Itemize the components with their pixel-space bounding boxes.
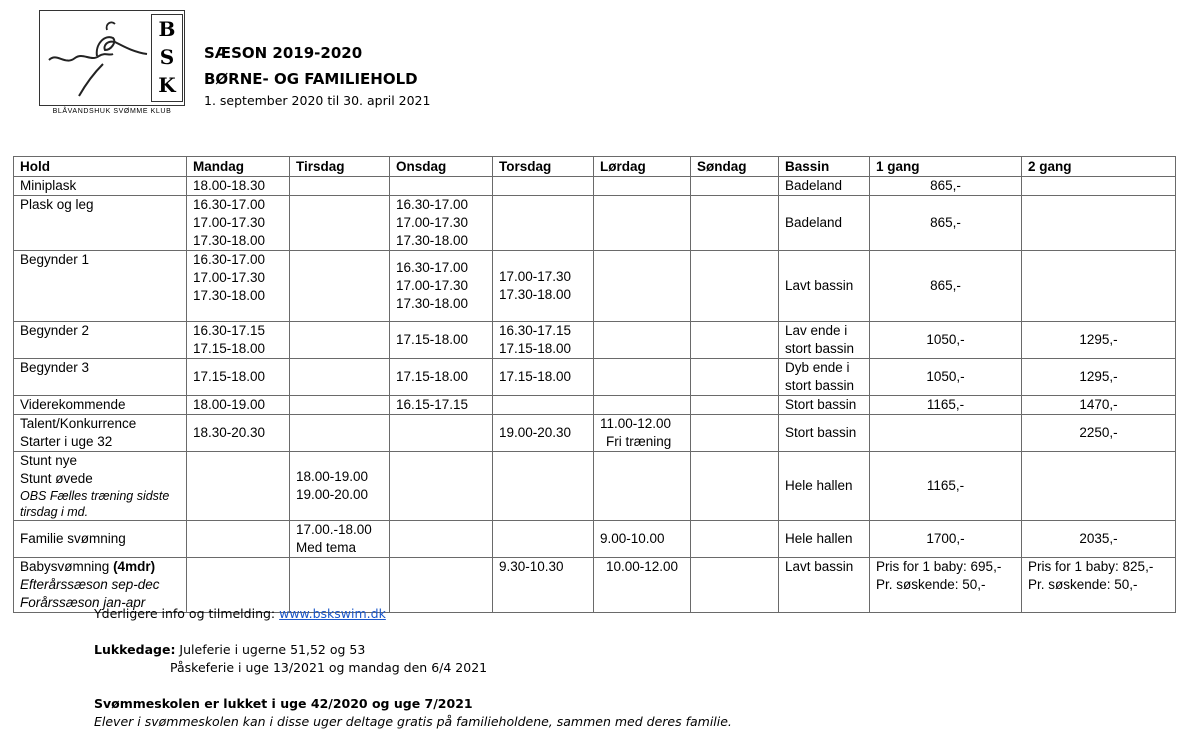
- cell-text: 16.30-17.00: [396, 197, 469, 212]
- cell-text: 17.15-18.00: [193, 369, 266, 384]
- cell-text: 11.00-12.00: [600, 416, 672, 431]
- cell-text: 17.30-18.00: [193, 233, 266, 248]
- cell-onsdag: [390, 177, 493, 196]
- cell-hold: [14, 415, 187, 452]
- closed-weeks: Svømmeskolen er lukket i uge 42/2020 og uge 7/2021: [94, 696, 473, 711]
- cell-gang1: [870, 196, 1022, 251]
- header-mandag: Mandag: [187, 157, 290, 177]
- cell-tirsdag: [290, 196, 390, 251]
- cell-text: 1050,-: [926, 332, 965, 347]
- cell-text: 1700,-: [926, 531, 965, 546]
- schedule-table: [13, 156, 1176, 613]
- cell-text: 2250,-: [1079, 425, 1118, 440]
- header-2-gang: 2 gang: [1022, 157, 1176, 177]
- cell-text: 16.30-17.00: [396, 260, 469, 275]
- cell-bassin: [779, 196, 870, 251]
- cell-tirsdag: [290, 322, 390, 359]
- cell-torsdag: [493, 359, 594, 396]
- table-row: [14, 359, 1176, 396]
- header-sondag: Søndag: [691, 157, 779, 177]
- cell-torsdag: [493, 415, 594, 452]
- cell-sondag: [691, 177, 779, 196]
- cell-text: Starter i uge 32: [20, 434, 113, 449]
- table-row: [14, 177, 1176, 196]
- swimmer-logo-icon: [43, 16, 153, 104]
- cell-text: 16.30-17.15: [499, 323, 572, 338]
- closed-days-line: [94, 641, 732, 659]
- header-torsdag: Torsdag: [493, 157, 594, 177]
- cell-text: Efterårssæson sep-dec: [20, 577, 160, 592]
- cell-lordag: [594, 251, 691, 322]
- header-tirsdag: Tirsdag: [290, 157, 390, 177]
- cell-text: 18.30-20.30: [193, 425, 266, 440]
- info-label: Yderligere info og tilmelding:: [94, 606, 280, 621]
- footer-info: [94, 605, 732, 731]
- logo-letters: [151, 14, 183, 102]
- cell-text: 19.00-20.30: [499, 425, 572, 440]
- cell-tirsdag: [290, 359, 390, 396]
- cell-mandag: [187, 452, 290, 521]
- table-row: [14, 251, 1176, 322]
- cell-tirsdag: [290, 251, 390, 322]
- cell-mandag: [187, 251, 290, 322]
- season-title: SÆSON 2019-2020: [204, 44, 363, 62]
- cell-gang2: [1022, 251, 1176, 322]
- cell-text: 865,-: [930, 215, 961, 230]
- cell-text: 17.00.-18.00: [296, 522, 372, 537]
- cell-gang2: [1022, 359, 1176, 396]
- cell-text: 1165,-: [926, 397, 965, 412]
- cell-mandag: [187, 521, 290, 558]
- header-bassin: Bassin: [779, 157, 870, 177]
- table-row: [14, 322, 1176, 359]
- cell-text: Hele hallen: [785, 478, 853, 493]
- cell-torsdag: [493, 396, 594, 415]
- cell-hold: [14, 396, 187, 415]
- hold-name: Babysvømning: [20, 559, 110, 574]
- cell-text: 17.15-18.00: [396, 369, 469, 384]
- cell-tirsdag: [290, 415, 390, 452]
- logo-caption: BLÅVANDSHUK SVØMME KLUB: [52, 108, 172, 115]
- cell-gang2: [1022, 196, 1176, 251]
- cell-onsdag: [390, 196, 493, 251]
- cell-gang1: [870, 177, 1022, 196]
- cell-text: Begynder 3: [20, 360, 90, 375]
- cell-bassin: [779, 415, 870, 452]
- cell-mandag: [187, 177, 290, 196]
- cell-torsdag: [493, 196, 594, 251]
- cell-lordag: [594, 452, 691, 521]
- cell-onsdag: [390, 415, 493, 452]
- cell-text: [20, 558, 180, 576]
- cell-text: Talent/Konkurrence: [20, 416, 137, 431]
- cell-hold: [14, 251, 187, 322]
- cell-gang2: [1022, 452, 1176, 521]
- cell-text: stort bassin: [785, 341, 855, 356]
- header-hold: Hold: [14, 157, 187, 177]
- cell-sondag: [691, 452, 779, 521]
- cell-text: Forårssæson jan-apr: [20, 595, 146, 610]
- club-logo: [39, 10, 185, 122]
- cell-text: Med tema: [296, 540, 357, 555]
- closed-easter: Påskeferie i uge 13/2021 og mandag den 6/4 2021: [170, 660, 488, 675]
- logo-letter-b: B: [158, 17, 176, 41]
- cell-gang2: [1022, 521, 1176, 558]
- cell-torsdag: [493, 521, 594, 558]
- cell-text: Miniplask: [20, 178, 77, 193]
- cell-text: Plask og leg: [20, 197, 94, 212]
- cell-gang2: [1022, 177, 1176, 196]
- cell-torsdag: [493, 177, 594, 196]
- cell-torsdag: [493, 251, 594, 322]
- cell-bassin: [779, 452, 870, 521]
- cell-sondag: [691, 359, 779, 396]
- closed-christmas: Juleferie i ugerne 51,52 og 53: [175, 642, 366, 657]
- cell-bassin: [779, 359, 870, 396]
- cell-hold: [14, 196, 187, 251]
- cell-text: 10.00-12.00: [606, 559, 679, 574]
- cell-tirsdag: [290, 452, 390, 521]
- cell-lordag: [594, 177, 691, 196]
- cell-text: 1295,-: [1079, 332, 1118, 347]
- cell-sondag: [691, 415, 779, 452]
- cell-sondag: [691, 396, 779, 415]
- cell-lordag: [594, 521, 691, 558]
- cell-mandag: [187, 396, 290, 415]
- document-heading: [204, 40, 430, 110]
- cell-text: 16.30-17.00: [193, 252, 266, 267]
- cell-gang1: [870, 251, 1022, 322]
- cell-hold: [14, 452, 187, 521]
- cell-gang2: [1022, 396, 1176, 415]
- cell-lordag: [594, 415, 691, 452]
- cell-text: 865,-: [930, 278, 961, 293]
- cell-text: 9.30-10.30: [499, 559, 564, 574]
- hold-age: (4mdr): [113, 559, 156, 574]
- cell-hold: [14, 359, 187, 396]
- cell-bassin: [779, 396, 870, 415]
- cell-lordag: [594, 359, 691, 396]
- info-line: [94, 605, 732, 623]
- cell-text: 17.15-18.00: [193, 341, 266, 356]
- cell-text: Badeland: [785, 215, 843, 230]
- cell-gang2: [1022, 322, 1176, 359]
- cell-text: Hele hallen: [785, 531, 853, 546]
- cell-text: Dyb ende i: [785, 360, 850, 375]
- cell-onsdag: [390, 322, 493, 359]
- cell-text: 17.00-17.30: [396, 278, 469, 293]
- cell-text: 17.30-18.00: [396, 296, 469, 311]
- cell-text: 17.00-17.30: [193, 270, 266, 285]
- cell-text: Lavt bassin: [785, 559, 854, 574]
- cell-tirsdag: [290, 521, 390, 558]
- program-title: BØRNE- OG FAMILIEHOLD: [204, 70, 418, 88]
- cell-hold: [14, 177, 187, 196]
- table-row: [14, 452, 1176, 521]
- cell-text: 18.00-19.00: [296, 469, 369, 484]
- cell-text: Stort bassin: [785, 425, 857, 440]
- cell-text: Begynder 2: [20, 323, 90, 338]
- cell-text: Pris for 1 baby: 825,-: [1028, 559, 1154, 574]
- cell-text: 18.00-18.30: [193, 178, 266, 193]
- cell-text: Stunt nye: [20, 453, 78, 468]
- cell-gang1: [870, 396, 1022, 415]
- table-row: [14, 396, 1176, 415]
- cell-text: stort bassin: [785, 378, 855, 393]
- table-row: [14, 521, 1176, 558]
- cell-lordag: [594, 196, 691, 251]
- cell-bassin: [779, 322, 870, 359]
- cell-text: 19.00-20.00: [296, 487, 369, 502]
- cell-text: 865,-: [930, 178, 961, 193]
- season-dates: 1. september 2020 til 30. april 2021: [204, 93, 431, 108]
- cell-gang1: [870, 558, 1022, 613]
- table-row: [14, 196, 1176, 251]
- cell-text: 2035,-: [1079, 531, 1118, 546]
- cell-text: Fri træning: [606, 434, 672, 449]
- closed-label: Lukkedage:: [94, 642, 176, 657]
- cell-torsdag: [493, 452, 594, 521]
- cell-hold: [14, 322, 187, 359]
- cell-bassin: [779, 177, 870, 196]
- cell-sondag: [691, 251, 779, 322]
- cell-text: 16.15-17.15: [396, 397, 469, 412]
- cell-onsdag: [390, 359, 493, 396]
- website-link[interactable]: www.bskswim.dk: [279, 606, 386, 621]
- cell-gang1: [870, 521, 1022, 558]
- cell-bassin: [779, 558, 870, 613]
- cell-mandag: [187, 415, 290, 452]
- logo-letter-s: S: [159, 45, 175, 69]
- cell-gang1: [870, 415, 1022, 452]
- cell-mandag: [187, 359, 290, 396]
- header-onsdag: Onsdag: [390, 157, 493, 177]
- cell-mandag: [187, 322, 290, 359]
- cell-text: 9.00-10.00: [600, 531, 665, 546]
- cell-lordag: [594, 396, 691, 415]
- cell-gang2: [1022, 558, 1176, 613]
- cell-text: 17.30-18.00: [193, 288, 266, 303]
- cell-gang1: [870, 359, 1022, 396]
- cell-text: 1165,-: [926, 478, 965, 493]
- cell-hold: [14, 521, 187, 558]
- cell-text: 17.00-17.30: [396, 215, 469, 230]
- cell-text: Badeland: [785, 178, 843, 193]
- cell-text: 1295,-: [1079, 369, 1118, 384]
- cell-sondag: [691, 322, 779, 359]
- cell-text: 17.30-18.00: [499, 287, 572, 302]
- cell-text: Lav ende i: [785, 323, 848, 338]
- cell-text: 17.15-18.00: [499, 369, 572, 384]
- cell-text: OBS Fælles træning sidste tirsdag i md.: [20, 489, 170, 519]
- cell-onsdag: [390, 452, 493, 521]
- cell-bassin: [779, 521, 870, 558]
- cell-gang1: [870, 322, 1022, 359]
- table-row: [14, 415, 1176, 452]
- cell-text: Familie svømning: [20, 531, 126, 546]
- header-lordag: Lørdag: [594, 157, 691, 177]
- closed-note: Elever i svømmeskolen kan i disse uger deltage gratis på familieholdene, sammen med deres familie.: [94, 714, 732, 729]
- cell-text: 17.15-18.00: [396, 332, 469, 347]
- cell-tirsdag: [290, 396, 390, 415]
- logo-letter-k: K: [158, 73, 176, 97]
- cell-text: 17.00-17.30: [499, 269, 572, 284]
- cell-text: Lavt bassin: [785, 278, 854, 293]
- header-1-gang: 1 gang: [870, 157, 1022, 177]
- cell-text: 17.15-18.00: [499, 341, 572, 356]
- cell-text: Pr. søskende: 50,-: [876, 577, 986, 592]
- cell-text: Stunt øvede: [20, 471, 93, 486]
- cell-text: Stort bassin: [785, 397, 857, 412]
- cell-torsdag: [493, 322, 594, 359]
- cell-sondag: [691, 196, 779, 251]
- cell-text: 17.00-17.30: [193, 215, 266, 230]
- cell-text: Begynder 1: [20, 252, 90, 267]
- cell-mandag: [187, 196, 290, 251]
- cell-gang1: [870, 452, 1022, 521]
- table-header-row: [14, 157, 1176, 177]
- cell-text: Pris for 1 baby: 695,-: [876, 559, 1002, 574]
- cell-lordag: [594, 322, 691, 359]
- cell-text: 1470,-: [1079, 397, 1118, 412]
- cell-tirsdag: [290, 177, 390, 196]
- cell-onsdag: [390, 251, 493, 322]
- cell-text: Viderekommende: [20, 397, 126, 412]
- cell-sondag: [691, 521, 779, 558]
- cell-bassin: [779, 251, 870, 322]
- cell-onsdag: [390, 521, 493, 558]
- cell-onsdag: [390, 396, 493, 415]
- cell-text: 18.00-19.00: [193, 397, 266, 412]
- cell-text: 17.30-18.00: [396, 233, 469, 248]
- cell-text: 16.30-17.00: [193, 197, 266, 212]
- cell-text: 16.30-17.15: [193, 323, 266, 338]
- cell-gang2: [1022, 415, 1176, 452]
- cell-text: 1050,-: [926, 369, 965, 384]
- cell-text: Pr. søskende: 50,-: [1028, 577, 1138, 592]
